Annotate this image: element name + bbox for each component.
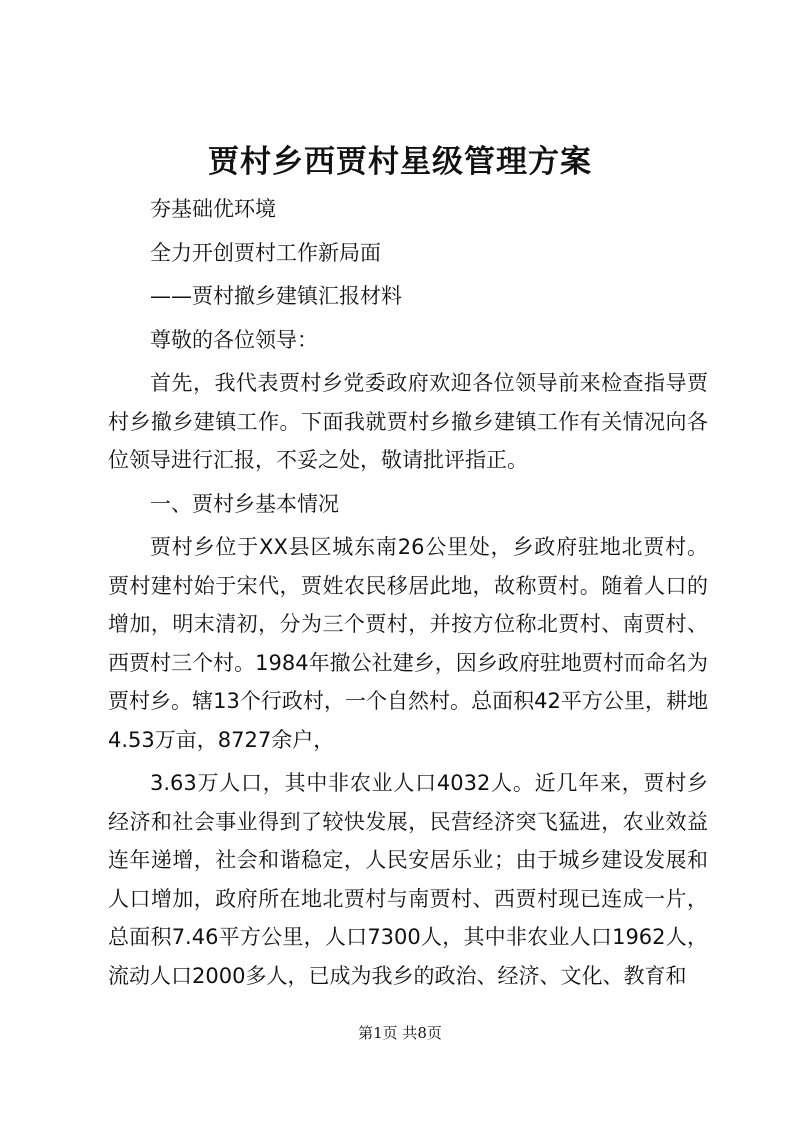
paragraph-section-heading: 一、贾村乡基本情况 <box>150 491 339 516</box>
document-title: 贾村乡西贾村星级管理方案 <box>208 144 592 180</box>
paragraph-intro: 首先，我代表贾村乡党委政府欢迎各位领导前来检查指导贾村乡撤乡建镇工作。下面我就贾村乡撤乡建镇工作有关情况向各位领导进行汇报，不妥之处，敬请批评指正。 <box>108 371 708 472</box>
paragraph-population: 3.63万人口，其中非农业人口4032人。近几年来，贾村乡经济和社会事业得到了较快发展，民营经济突飞猛进，农业效益连年递增，社会和谐稳定，人民安居乐业；由于城乡建设发展和人口增加，政府所在地北贾村与南贾村、西贾村现已连成一片，总面积7.46平方公里，人口7300人，其中非农业人口1962人，流动人口2000多人，已成为我乡的政治、经济、文化、教育和 <box>108 771 708 988</box>
document-body <box>108 190 708 1000</box>
paragraph-subtitle-2: 全力开创贾村工作新局面 <box>150 240 381 265</box>
paragraph-salutation: 尊敬的各位领导： <box>150 327 318 352</box>
paragraph-basic-info: 贾村乡位于XX县区城东南26公里处，乡政府驻地北贾村。贾村建村始于宋代，贾姓农民移居此地，故称贾村。随着人口的增加，明末清初，分为三个贾村，并按方位称北贾村、南贾村、西贾村三个村。1984年撤公社建乡，因乡政府驻地贾村而命名为贾村乡。辖13个行政村，一个自然村。总面积42平方公里，耕地4.53万亩，8727余户， <box>108 535 708 752</box>
page-number-footer: 第1页 共8页 <box>358 1024 442 1042</box>
paragraph-subtitle-3: ——贾村撤乡建镇汇报材料 <box>150 284 402 308</box>
paragraph-subtitle-1: 夯基础优环境 <box>150 197 276 221</box>
